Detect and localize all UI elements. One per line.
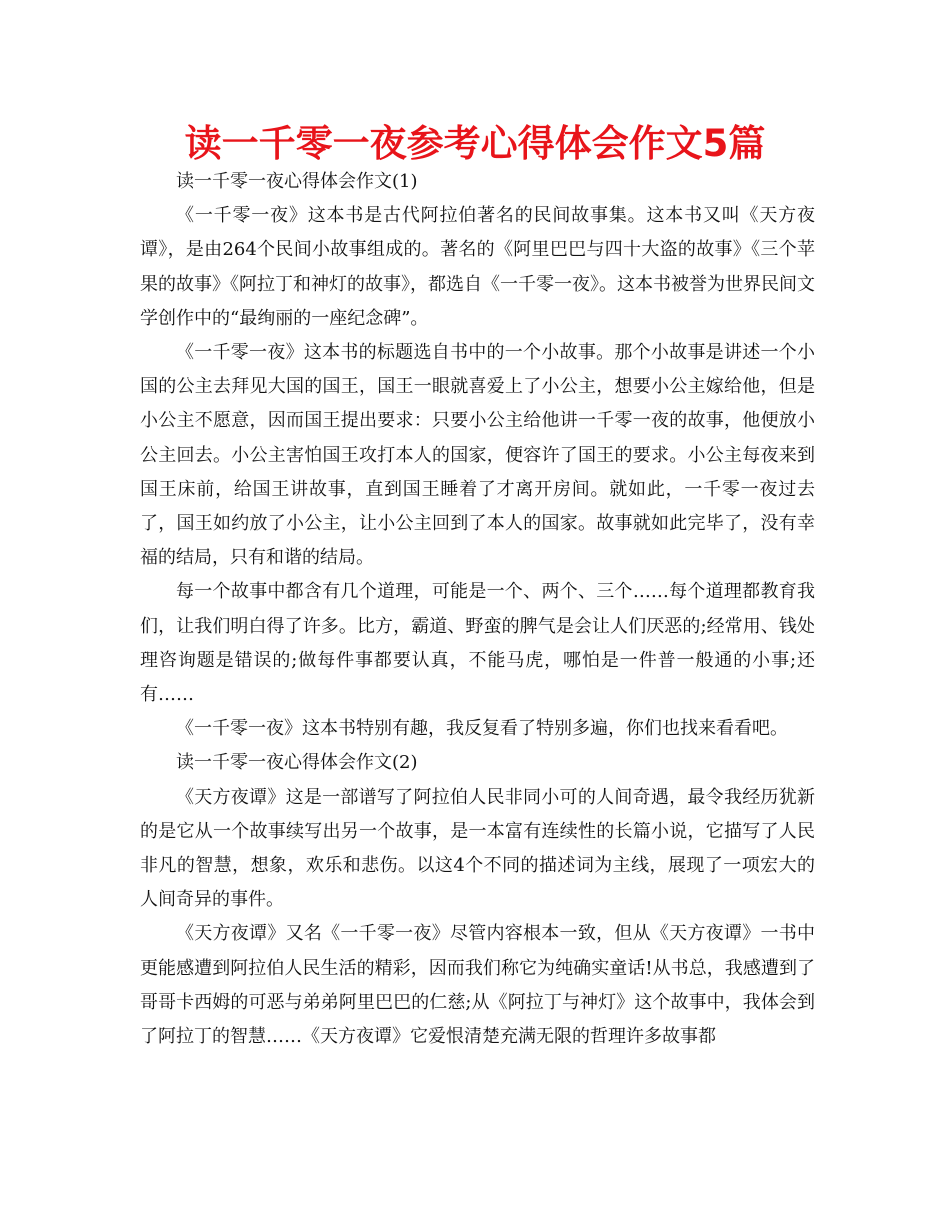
paragraph: 《一千零一夜》这本书是古代阿拉伯著名的民间故事集。这本书又叫《天方夜谭》，是由264个民间小故事组成的。著名的《阿里巴巴与四十大盗的故事》《三个苹果的故事》《阿拉丁和神灯的故事》，都选自《一千零一夜》。这本书被誉为世界民间文学创作中的“最绚丽的一座纪念碑”。 — [140, 205, 815, 329]
paragraph: 《一千零一夜》这本书的标题选自书中的一个小故事。那个小故事是讲述一个小国的公主去拜见大国的国王，国王一眼就喜爱上了小公主，想要小公主嫁给他，但是小公主不愿意，因而国王提出要求：只要小公主给他讲一千零一夜的故事，他便放小公主回去。小公主害怕国王攻打本人的国家，便容许了国王的要求。小公主每夜来到国王床前，给国王讲故事，直到国王睡着了才离开房间。就如此，一千零一夜过去了，国王如约放了小公主，让小公主回到了本人的国家。故事就如此完毕了，没有幸福的结局，只有和谐的结局。 — [140, 342, 815, 569]
section-heading: 读一千零一夜心得体会作文(2) — [176, 752, 418, 774]
paragraph: 《一千零一夜》这本书特别有趣，我反复看了特别多遍，你们也找来看看吧。 — [176, 718, 788, 740]
paragraph: 《天方夜谭》又名《一千零一夜》尽管内容根本一致，但从《天方夜谭》一书中更能感遭到阿拉伯人民生活的精彩，因而我们称它为纯确实童话!从书总，我感遭到了哥哥卡西姆的可恶与弟弟阿里巴巴的仁慈;从《阿拉丁与神灯》这个故事中，我体会到了阿拉丁的智慧……《天方夜谭》它爱恨清楚充满无限的哲理许多故事都 — [140, 923, 815, 1048]
paragraph: 《天方夜谭》这是一部谱写了阿拉伯人民非同小可的人间奇遇，最令我经历犹新的是它从一个故事续写出另一个故事，是一本富有连续性的长篇小说，它描写了人民非凡的智慧，想象，欢乐和悲伤。以这4个不同的描述词为主线，展现了一项宏大的人间奇异的事件。 — [140, 786, 815, 911]
document-title: 读一千零一夜参考心得体会作文5篇 — [184, 122, 766, 165]
document-body — [140, 165, 815, 1054]
paragraph: 每一个故事中都含有几个道理，可能是一个、两个、三个……每个道理都教育我们，让我们明白得了许多。比方，霸道、野蛮的脾气是会让人们厌恶的;经常用、钱处理咨询题是错误的;做每件事都要认真，不能马虎，哪怕是一件普一般通的小事;还有…… — [140, 581, 815, 706]
section-heading: 读一千零一夜心得体会作文(1) — [176, 171, 418, 192]
